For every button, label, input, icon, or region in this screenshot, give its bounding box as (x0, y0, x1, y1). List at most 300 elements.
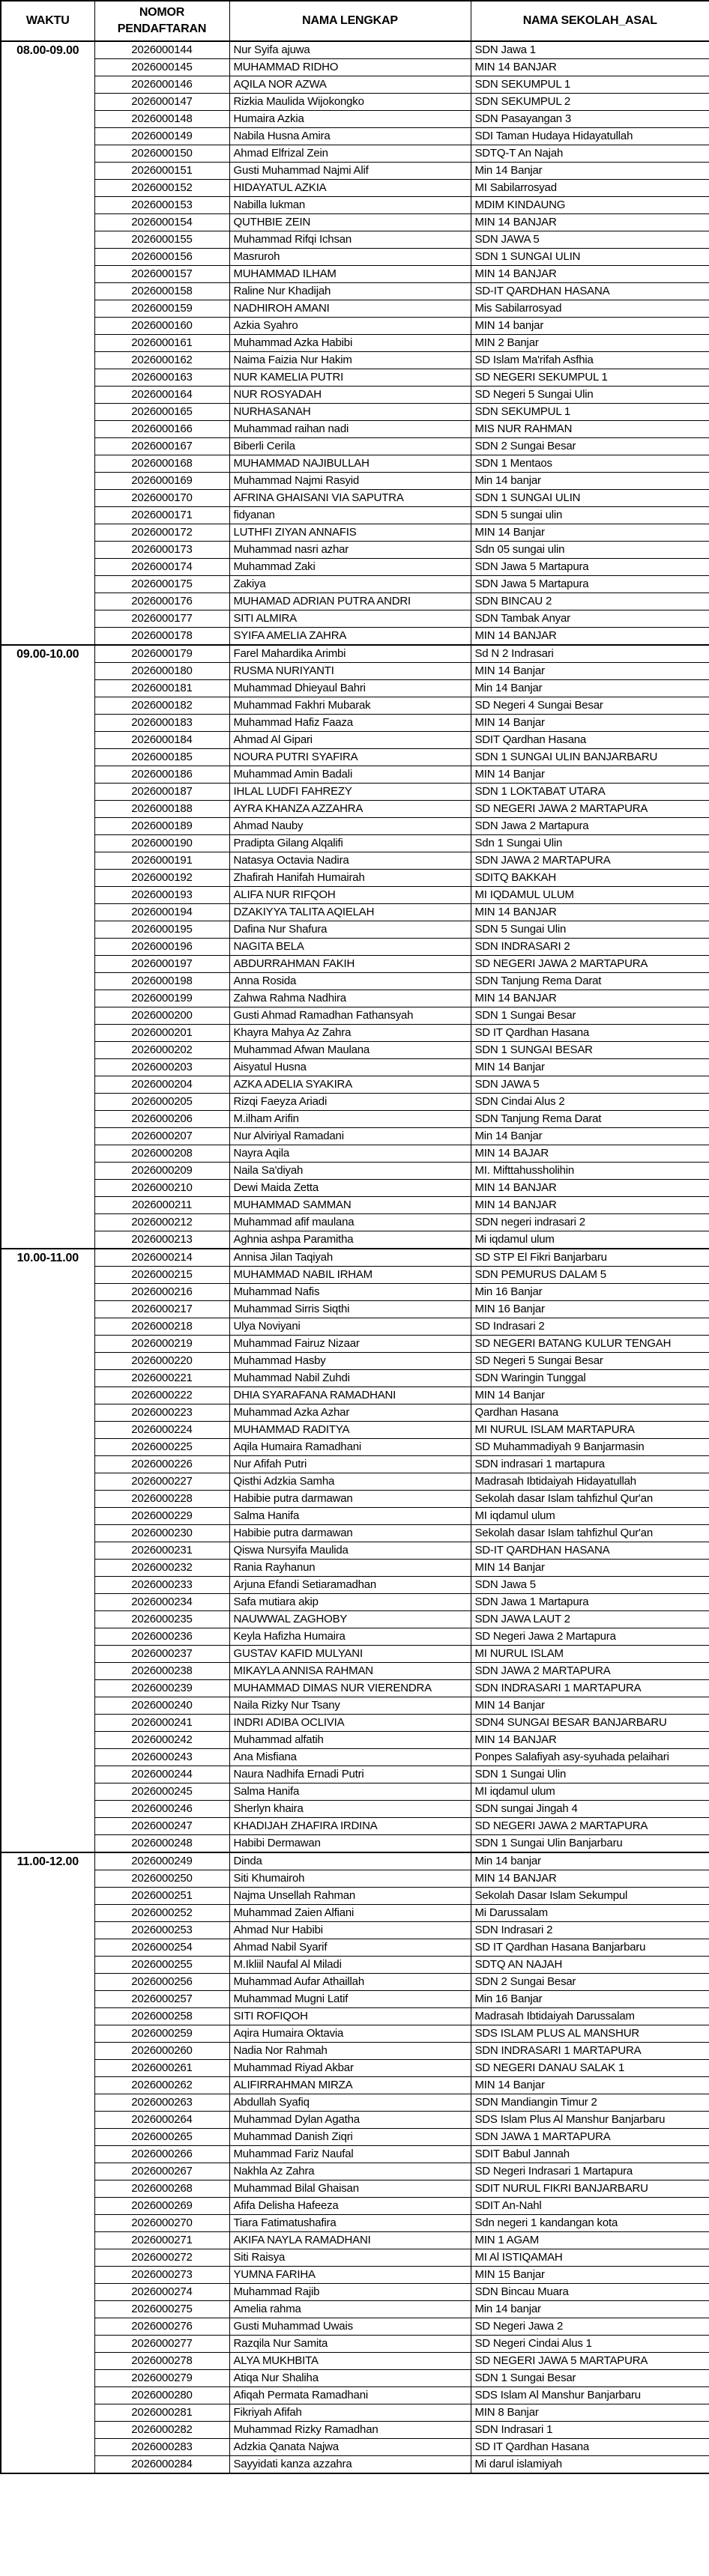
registration-number-cell: 2026000263 (94, 2094, 229, 2112)
school-name-cell: SDN4 SUNGAI BESAR BANJARBARU (471, 1715, 709, 1732)
table-row (1, 2370, 709, 2387)
school-name-cell: Min 14 Banjar (471, 1128, 709, 1145)
table-row (1, 1766, 709, 1783)
school-name-cell: MIN 14 BANJAR (471, 1870, 709, 1888)
full-name-cell: Zahwa Rahma Nadhira (229, 990, 471, 1007)
school-name-cell: SD Indrasari 2 (471, 1318, 709, 1336)
registration-number-cell: 2026000161 (94, 335, 229, 352)
table-row (1, 2267, 709, 2284)
school-name-cell: MIN 14 BANJAR (471, 59, 709, 76)
table-row (1, 283, 709, 300)
school-name-cell: SDN JAWA 2 MARTAPURA (471, 1663, 709, 1680)
table-row (1, 749, 709, 766)
school-name-cell: SDN JAWA 5 (471, 231, 709, 249)
school-name-cell: SDN Bincau Muara (471, 2284, 709, 2301)
registration-number-cell: 2026000155 (94, 231, 229, 249)
registration-number-cell: 2026000151 (94, 163, 229, 180)
registration-number-cell: 2026000276 (94, 2318, 229, 2336)
table-row (1, 2198, 709, 2215)
full-name-cell: ALYA MUKHBITA (229, 2353, 471, 2370)
table-row (1, 1835, 709, 1853)
full-name-cell: NOURA PUTRI SYAFIRA (229, 749, 471, 766)
school-name-cell: Madrasah Ibtidaiyah Darussalam (471, 2008, 709, 2025)
table-row (1, 2077, 709, 2094)
table-row (1, 1336, 709, 1353)
full-name-cell: Nadia Nor Rahmah (229, 2043, 471, 2060)
school-name-cell: SDN 1 SUNGAI ULIN (471, 249, 709, 266)
registration-number-cell: 2026000160 (94, 318, 229, 335)
full-name-cell: Ahmad Nur Habibi (229, 1922, 471, 1939)
full-name-cell: Fikriyah Afifah (229, 2404, 471, 2422)
school-name-cell: SD STP El Fikri Banjarbaru (471, 1249, 709, 1267)
full-name-cell: Muhammad Afwan Maulana (229, 1042, 471, 1059)
table-row (1, 870, 709, 887)
full-name-cell: NADHIROH AMANI (229, 300, 471, 318)
full-name-cell: MUHAMMAD RIDHO (229, 59, 471, 76)
registration-number-cell: 2026000181 (94, 680, 229, 697)
full-name-cell: Naila Rizky Nur Tsany (229, 1697, 471, 1715)
full-name-cell: Muhammad Fariz Naufal (229, 2146, 471, 2163)
full-name-cell: MIKAYLA ANNISA RAHMAN (229, 1663, 471, 1680)
registration-number-cell: 2026000258 (94, 2008, 229, 2025)
table-row (1, 59, 709, 76)
table-row (1, 2301, 709, 2318)
full-name-cell: Muhammad Fakhri Mubarak (229, 697, 471, 715)
table-row (1, 1439, 709, 1456)
table-row (1, 2336, 709, 2353)
school-name-cell: SDN 2 Sungai Besar (471, 1974, 709, 1991)
registration-number-cell: 2026000153 (94, 197, 229, 214)
full-name-cell: Muhammad alfatih (229, 1732, 471, 1749)
registration-number-cell: 2026000252 (94, 1905, 229, 1922)
full-name-cell: Siti Raisya (229, 2249, 471, 2267)
registration-number-cell: 2026000220 (94, 1353, 229, 1370)
full-name-cell: Nur Syifa ajuwa (229, 41, 471, 59)
registration-number-cell: 2026000150 (94, 145, 229, 163)
full-name-cell: Muhammad Amin Badali (229, 766, 471, 784)
registration-number-cell: 2026000175 (94, 576, 229, 593)
full-name-cell: Ahmad Nabil Syarif (229, 1939, 471, 1957)
school-name-cell: MIN 14 Banjar (471, 524, 709, 542)
school-name-cell: SDN JAWA 1 MARTAPURA (471, 2129, 709, 2146)
table-row (1, 593, 709, 610)
full-name-cell: Naura Nadhifa Ernadi Putri (229, 1766, 471, 1783)
full-name-cell: Keyla Hafizha Humaira (229, 1628, 471, 1646)
table-row (1, 1697, 709, 1715)
registration-number-cell: 2026000206 (94, 1111, 229, 1128)
table-row (1, 335, 709, 352)
table-row (1, 697, 709, 715)
full-name-cell: Gusti Ahmad Ramadhan Fathansyah (229, 1007, 471, 1025)
table-row (1, 76, 709, 94)
full-name-cell: AZKA ADELIA SYAKIRA (229, 1076, 471, 1094)
table-row (1, 610, 709, 628)
registration-number-cell: 2026000194 (94, 904, 229, 921)
school-name-cell: Min 14 banjar (471, 1852, 709, 1870)
table-row (1, 1059, 709, 1076)
registration-number-cell: 2026000145 (94, 59, 229, 76)
school-name-cell: SD Negeri Jawa 2 (471, 2318, 709, 2336)
registration-number-cell: 2026000242 (94, 1732, 229, 1749)
table-row (1, 2163, 709, 2180)
school-name-cell: MI Sabilarrosyad (471, 180, 709, 197)
table-row (1, 1491, 709, 1508)
school-name-cell: SDN INDRASARI 1 MARTAPURA (471, 1680, 709, 1697)
table-row (1, 1577, 709, 1594)
table-row (1, 1007, 709, 1025)
table-row (1, 904, 709, 921)
school-name-cell: SDN Jawa 1 (471, 41, 709, 59)
table-row (1, 2060, 709, 2077)
school-name-cell: SDN 1 Sungai Besar (471, 1007, 709, 1025)
full-name-cell: Pradipta Gilang Alqalifi (229, 835, 471, 852)
registration-number-cell: 2026000170 (94, 490, 229, 507)
registration-number-cell: 2026000241 (94, 1715, 229, 1732)
table-row (1, 801, 709, 818)
full-name-cell: Muhammad Riyad Akbar (229, 2060, 471, 2077)
school-name-cell: SD NEGERI JAWA 2 MARTAPURA (471, 1818, 709, 1835)
table-row (1, 507, 709, 524)
table-row (1, 1801, 709, 1818)
full-name-cell: Aghnia ashpa Paramitha (229, 1231, 471, 1249)
school-name-cell: SDTQ-T An Najah (471, 145, 709, 163)
school-name-cell: MDIM KINDAUNG (471, 197, 709, 214)
table-row (1, 2232, 709, 2249)
full-name-cell: Tiara Fatimatushafira (229, 2215, 471, 2232)
registration-number-cell: 2026000268 (94, 2180, 229, 2198)
full-name-cell: Raline Nur Khadijah (229, 283, 471, 300)
table-row (1, 2043, 709, 2060)
school-name-cell: MIN 14 BANJAR (471, 904, 709, 921)
school-name-cell: MIN 14 BAJAR (471, 1145, 709, 1163)
school-name-cell: MI Al ISTIQAMAH (471, 2249, 709, 2267)
school-name-cell: SDN SEKUMPUL 1 (471, 76, 709, 94)
school-name-cell: SDI Taman Hudaya Hidayatullah (471, 128, 709, 145)
full-name-cell: Muhammad afif maulana (229, 1214, 471, 1231)
full-name-cell: Nakhla Az Zahra (229, 2163, 471, 2180)
school-name-cell: SDN 1 Sungai Ulin Banjarbaru (471, 1835, 709, 1853)
registration-number-cell: 2026000239 (94, 1680, 229, 1697)
school-name-cell: MIN 14 BANJAR (471, 990, 709, 1007)
registration-number-cell: 2026000246 (94, 1801, 229, 1818)
full-name-cell: Muhammad Aufar Athaillah (229, 1974, 471, 1991)
school-name-cell: SDN SEKUMPUL 1 (471, 404, 709, 421)
full-name-cell: Muhammad raihan nadi (229, 421, 471, 438)
full-name-cell: Aisyatul Husna (229, 1059, 471, 1076)
registration-number-cell: 2026000249 (94, 1852, 229, 1870)
school-name-cell: MI NURUL ISLAM (471, 1646, 709, 1663)
full-name-cell: MUHAMMAD SAMMAN (229, 1197, 471, 1214)
full-name-cell: Zhafirah Hanifah Humairah (229, 870, 471, 887)
school-name-cell: SD-IT QARDHAN HASANA (471, 1542, 709, 1560)
school-name-cell: MIN 8 Banjar (471, 2404, 709, 2422)
full-name-cell: INDRI ADIBA OCLIVIA (229, 1715, 471, 1732)
registration-number-cell: 2026000154 (94, 214, 229, 231)
table-row (1, 1094, 709, 1111)
school-name-cell: SD NEGERI SEKUMPUL 1 (471, 369, 709, 387)
table-row (1, 1353, 709, 1370)
full-name-cell: Muhammad Bilal Ghaisan (229, 2180, 471, 2198)
time-slot-cell-0: 08.00-09.00 (1, 41, 94, 645)
full-name-cell: MUHAMMAD NABIL IRHAM (229, 1267, 471, 1284)
table-row (1, 473, 709, 490)
column-header-nomor-pendaftaran: NOMOR PENDAFTARAN (94, 1, 229, 41)
full-name-cell: Nayra Aqila (229, 1145, 471, 1163)
table-row (1, 421, 709, 438)
school-name-cell: Mis Sabilarrosyad (471, 300, 709, 318)
registration-number-cell: 2026000149 (94, 128, 229, 145)
full-name-cell: Nur Alviriyal Ramadani (229, 1128, 471, 1145)
full-name-cell: Qiswa Nursyifa Maulida (229, 1542, 471, 1560)
registration-number-cell: 2026000248 (94, 1835, 229, 1853)
full-name-cell: Muhammad Rizky Ramadhan (229, 2422, 471, 2439)
school-name-cell: SD IT Qardhan Hasana (471, 1025, 709, 1042)
full-name-cell: Ana Misfiana (229, 1749, 471, 1766)
school-name-cell: MIN 14 Banjar (471, 1059, 709, 1076)
full-name-cell: Zakiya (229, 576, 471, 593)
full-name-cell: Dinda (229, 1852, 471, 1870)
school-name-cell: SDN 1 SUNGAI ULIN (471, 490, 709, 507)
full-name-cell: MUHAMMAD DIMAS NUR VIERENDRA (229, 1680, 471, 1697)
registration-number-cell: 2026000173 (94, 542, 229, 559)
table-row (1, 2456, 709, 2474)
full-name-cell: NUR KAMELIA PUTRI (229, 369, 471, 387)
school-name-cell: MIN 14 BANJAR (471, 266, 709, 283)
full-name-cell: QUTHBIE ZEIN (229, 214, 471, 231)
table-row (1, 2318, 709, 2336)
table-row (1, 2129, 709, 2146)
table-row (1, 128, 709, 145)
registration-number-cell: 2026000152 (94, 180, 229, 197)
table-row (1, 1888, 709, 1905)
school-name-cell: MIN 14 BANJAR (471, 1180, 709, 1197)
full-name-cell: Muhammad Zaki (229, 559, 471, 576)
registration-number-cell: 2026000198 (94, 973, 229, 990)
school-name-cell: MIN 14 banjar (471, 318, 709, 335)
school-name-cell: SDN Jawa 2 Martapura (471, 818, 709, 835)
table-row (1, 715, 709, 732)
registration-number-cell: 2026000184 (94, 732, 229, 749)
table-row (1, 1370, 709, 1387)
table-row (1, 2180, 709, 2198)
full-name-cell: LUTHFI ZIYAN ANNAFIS (229, 524, 471, 542)
table-row (1, 231, 709, 249)
table-row (1, 956, 709, 973)
school-name-cell: Min 16 Banjar (471, 1284, 709, 1301)
full-name-cell: Rizkia Maulida Wijokongko (229, 94, 471, 111)
full-name-cell: NURHASANAH (229, 404, 471, 421)
school-name-cell: SDIT Qardhan Hasana (471, 732, 709, 749)
registration-number-cell: 2026000207 (94, 1128, 229, 1145)
full-name-cell: NAGITA BELA (229, 939, 471, 956)
school-name-cell: Mi darul islamiyah (471, 2456, 709, 2474)
school-name-cell: MIN 14 Banjar (471, 2077, 709, 2094)
school-name-cell: SD Negeri 5 Sungai Besar (471, 1353, 709, 1370)
full-name-cell: ABDURRAHMAN FAKIH (229, 956, 471, 973)
full-name-cell: Humaira Azkia (229, 111, 471, 128)
registration-number-cell: 2026000191 (94, 852, 229, 870)
registration-number-cell: 2026000262 (94, 2077, 229, 2094)
registration-number-cell: 2026000190 (94, 835, 229, 852)
school-name-cell: Min 14 Banjar (471, 163, 709, 180)
full-name-cell: Anna Rosida (229, 973, 471, 990)
registration-number-cell: 2026000274 (94, 2284, 229, 2301)
table-row (1, 1197, 709, 1214)
school-name-cell: SDN Waringin Tunggal (471, 1370, 709, 1387)
full-name-cell: Dewi Maida Zetta (229, 1180, 471, 1197)
full-name-cell: Qisthi Adzkia Samha (229, 1473, 471, 1491)
full-name-cell: Masruroh (229, 249, 471, 266)
registration-number-cell: 2026000192 (94, 870, 229, 887)
registration-number-cell: 2026000209 (94, 1163, 229, 1180)
school-name-cell: SDN sungai Jingah 4 (471, 1801, 709, 1818)
full-name-cell: GUSTAV KAFID MULYANI (229, 1646, 471, 1663)
school-name-cell: Sekolah Dasar Islam Sekumpul (471, 1888, 709, 1905)
table-row (1, 300, 709, 318)
school-name-cell: SDN 2 Sungai Besar (471, 438, 709, 455)
school-name-cell: Ponpes Salafiyah asy-syuhada pelaihari (471, 1749, 709, 1766)
registration-number-cell: 2026000189 (94, 818, 229, 835)
table-row (1, 2025, 709, 2043)
full-name-cell: Amelia rahma (229, 2301, 471, 2318)
full-name-cell: Adzkia Qanata Najwa (229, 2439, 471, 2456)
school-name-cell: SDN 1 Sungai Besar (471, 2370, 709, 2387)
full-name-cell: fidyanan (229, 507, 471, 524)
table-row (1, 1663, 709, 1680)
school-name-cell: Mi Darussalam (471, 1905, 709, 1922)
school-name-cell: SDN INDRASARI 2 (471, 939, 709, 956)
registration-number-cell: 2026000185 (94, 749, 229, 766)
registration-number-cell: 2026000196 (94, 939, 229, 956)
registration-number-cell: 2026000144 (94, 41, 229, 59)
full-name-cell: Arjuna Efandi Setiaramadhan (229, 1577, 471, 1594)
registration-number-cell: 2026000255 (94, 1957, 229, 1974)
full-name-cell: Muhammad Dhieyaul Bahri (229, 680, 471, 697)
school-name-cell: SD Islam Ma'rifah Asfhia (471, 352, 709, 369)
full-name-cell: Salma Hanifa (229, 1783, 471, 1801)
full-name-cell: Muhammad Dylan Agatha (229, 2112, 471, 2129)
table-row (1, 163, 709, 180)
registration-number-cell: 2026000247 (94, 1818, 229, 1835)
full-name-cell: Muhammad Danish Ziqri (229, 2129, 471, 2146)
table-row (1, 41, 709, 59)
full-name-cell: Najma Unsellah Rahman (229, 1888, 471, 1905)
school-name-cell: SDTQ AN NAJAH (471, 1957, 709, 1974)
full-name-cell: ALIFA NUR RIFQOH (229, 887, 471, 904)
table-row (1, 939, 709, 956)
table-row (1, 1422, 709, 1439)
full-name-cell: Muhammad nasri azhar (229, 542, 471, 559)
table-row (1, 1267, 709, 1284)
full-name-cell: Gusti Muhammad Najmi Alif (229, 163, 471, 180)
school-name-cell: MIN 14 Banjar (471, 663, 709, 680)
school-name-cell: SDN JAWA 2 MARTAPURA (471, 852, 709, 870)
registration-number-cell: 2026000178 (94, 628, 229, 646)
registration-number-cell: 2026000216 (94, 1284, 229, 1301)
table-row (1, 576, 709, 593)
school-name-cell: MI iqdamul ulum (471, 1783, 709, 1801)
school-name-cell: SD NEGERI JAWA 2 MARTAPURA (471, 801, 709, 818)
registration-number-cell: 2026000215 (94, 1267, 229, 1284)
school-name-cell: Sd N 2 Indrasari (471, 645, 709, 663)
full-name-cell: Ahmad Al Gipari (229, 732, 471, 749)
registration-number-cell: 2026000228 (94, 1491, 229, 1508)
table-row (1, 1680, 709, 1697)
registration-number-cell: 2026000158 (94, 283, 229, 300)
full-name-cell: Naila Sa'diyah (229, 1163, 471, 1180)
table-row (1, 1939, 709, 1957)
school-name-cell: SDN 1 LOKTABAT UTARA (471, 784, 709, 801)
table-row (1, 1180, 709, 1197)
registration-number-cell: 2026000218 (94, 1318, 229, 1336)
registration-number-cell: 2026000163 (94, 369, 229, 387)
full-name-cell: SYIFA AMELIA ZAHRA (229, 628, 471, 646)
registration-number-cell: 2026000174 (94, 559, 229, 576)
full-name-cell: Habibie putra darmawan (229, 1491, 471, 1508)
registration-number-cell: 2026000148 (94, 111, 229, 128)
table-row (1, 1473, 709, 1491)
school-name-cell: SD Negeri 5 Sungai Ulin (471, 387, 709, 404)
table-row (1, 1749, 709, 1766)
registration-number-cell: 2026000205 (94, 1094, 229, 1111)
registration-number-cell: 2026000265 (94, 2129, 229, 2146)
table-row (1, 2439, 709, 2456)
full-name-cell: AYRA KHANZA AZZAHRA (229, 801, 471, 818)
full-name-cell: Nabila Husna Amira (229, 128, 471, 145)
table-row (1, 1163, 709, 1180)
registration-number-cell: 2026000210 (94, 1180, 229, 1197)
full-name-cell: Muhammad Azka Azhar (229, 1404, 471, 1422)
school-name-cell: SD NEGERI JAWA 5 MARTAPURA (471, 2353, 709, 2370)
full-name-cell: NUR ROSYADAH (229, 387, 471, 404)
table-row (1, 680, 709, 697)
table-row (1, 1957, 709, 1974)
registration-number-cell: 2026000164 (94, 387, 229, 404)
school-name-cell: SD Negeri Cindai Alus 1 (471, 2336, 709, 2353)
registration-number-cell: 2026000168 (94, 455, 229, 473)
school-name-cell: SDN negeri indrasari 2 (471, 1214, 709, 1231)
school-name-cell: SDN Indrasari 2 (471, 1922, 709, 1939)
full-name-cell: SITI ALMIRA (229, 610, 471, 628)
table-row (1, 1905, 709, 1922)
school-name-cell: Min 14 Banjar (471, 680, 709, 697)
table-row (1, 1974, 709, 1991)
table-row (1, 732, 709, 749)
table-row (1, 1628, 709, 1646)
registration-number-cell: 2026000224 (94, 1422, 229, 1439)
table-row (1, 559, 709, 576)
registration-number-cell: 2026000165 (94, 404, 229, 421)
full-name-cell: Muhammad Hafiz Faaza (229, 715, 471, 732)
table-row (1, 835, 709, 852)
table-row (1, 2387, 709, 2404)
school-name-cell: SDN 5 Sungai Ulin (471, 921, 709, 939)
school-name-cell: MIN 14 Banjar (471, 1560, 709, 1577)
full-name-cell: Safa mutiara akip (229, 1594, 471, 1611)
school-name-cell: SDN Jawa 5 Martapura (471, 576, 709, 593)
registration-number-cell: 2026000227 (94, 1473, 229, 1491)
registration-number-cell: 2026000266 (94, 2146, 229, 2163)
registration-number-cell: 2026000159 (94, 300, 229, 318)
full-name-cell: HIDAYATUL AZKIA (229, 180, 471, 197)
table-row (1, 1646, 709, 1663)
registration-number-cell: 2026000269 (94, 2198, 229, 2215)
table-row (1, 1783, 709, 1801)
table-row (1, 2008, 709, 2025)
school-name-cell: MI. Mifttahussholihin (471, 1163, 709, 1180)
registration-number-cell: 2026000217 (94, 1301, 229, 1318)
school-name-cell: MI NURUL ISLAM MARTAPURA (471, 1422, 709, 1439)
